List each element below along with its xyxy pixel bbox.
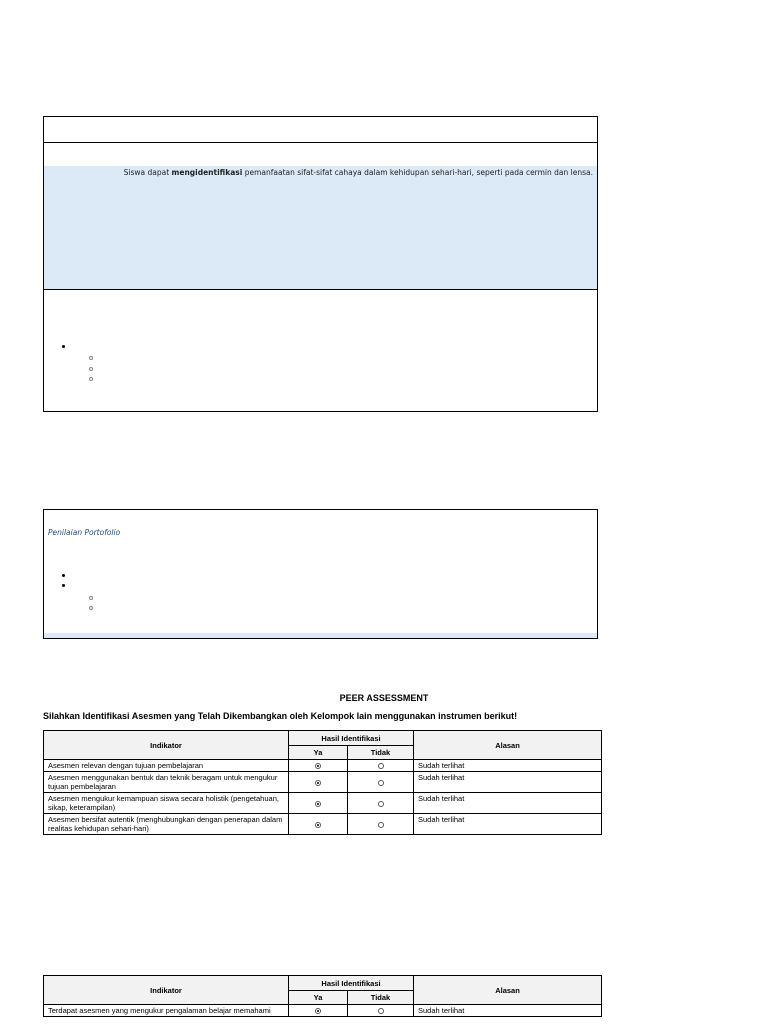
- radio-tidak[interactable]: [378, 780, 384, 786]
- sub-bullet-circle: [89, 377, 93, 381]
- header-tidak: Tidak: [348, 991, 414, 1005]
- table-row: [44, 760, 602, 772]
- table-row: [44, 793, 602, 814]
- radio-cell-ya: [289, 793, 348, 814]
- sub-bullet-circle: [89, 356, 93, 360]
- alasan-cell[interactable]: Sudah terlihat: [414, 793, 602, 814]
- header-indikator: Indikator: [44, 976, 289, 1005]
- radio-tidak[interactable]: [378, 801, 384, 807]
- table-row: [44, 772, 602, 793]
- portfolio-box: [43, 509, 598, 639]
- bullet-dot: [62, 345, 65, 348]
- bullet-dot: [62, 574, 65, 577]
- header-hasil-identifikasi: Hasil Identifikasi: [289, 731, 414, 746]
- bullet-dot: [62, 584, 65, 587]
- indikator-cell: Asesmen relevan dengan tujuan pembelajaran: [44, 760, 289, 772]
- radio-ya[interactable]: [315, 763, 321, 769]
- objective-box: [43, 116, 598, 412]
- radio-ya[interactable]: [315, 822, 321, 828]
- objective-row: [44, 166, 597, 290]
- radio-cell-tidak: [348, 814, 414, 835]
- radio-cell-tidak: [348, 772, 414, 793]
- header-alasan: Alasan: [414, 976, 602, 1005]
- radio-cell-tidak: [348, 760, 414, 772]
- sub-bullet-circle: [89, 367, 93, 371]
- assessment-table-1: [43, 730, 602, 835]
- alasan-cell[interactable]: Sudah terlihat: [414, 1005, 602, 1017]
- table-row: [44, 814, 602, 835]
- header-ya: Ya: [289, 991, 348, 1005]
- radio-cell-ya: [289, 814, 348, 835]
- radio-ya[interactable]: [315, 780, 321, 786]
- objective-text: Siswa dapat mengidentifikasi pemanfaatan sifat-sifat cahaya dalam kehidupan sehari-hari, seperti pada cermin dan lensa.: [123, 168, 593, 177]
- radio-ya[interactable]: [315, 1008, 321, 1014]
- radio-ya[interactable]: [315, 801, 321, 807]
- alasan-cell[interactable]: Sudah terlihat: [414, 760, 602, 772]
- table-row: [44, 1005, 602, 1017]
- header-indikator: Indikator: [44, 731, 289, 760]
- radio-cell-ya: [289, 1005, 348, 1017]
- radio-tidak[interactable]: [378, 822, 384, 828]
- objective-keyword: mengidentifikasi: [171, 168, 243, 177]
- alasan-cell[interactable]: Sudah terlihat: [414, 772, 602, 793]
- assessment-table-2: [43, 975, 602, 1017]
- sub-bullet-circle: [89, 596, 93, 600]
- header-tidak: Tidak: [348, 746, 414, 760]
- peer-assessment-title: PEER ASSESSMENT: [339, 693, 429, 703]
- radio-tidak[interactable]: [378, 763, 384, 769]
- portfolio-label: Penilaian Portofolio: [48, 528, 121, 537]
- header-alasan: Alasan: [414, 731, 602, 760]
- header-hasil-identifikasi: Hasil Identifikasi: [289, 976, 414, 991]
- indikator-cell: Terdapat asesmen yang mengukur pengalaman belajar memahami: [44, 1005, 289, 1017]
- header-ya: Ya: [289, 746, 348, 760]
- alasan-cell[interactable]: Sudah terlihat: [414, 814, 602, 835]
- radio-cell-tidak: [348, 1005, 414, 1017]
- indikator-cell: Asesmen bersifat autentik (menghubungkan dengan penerapan dalam realitas kehidupan sehari-hari): [44, 814, 289, 835]
- radio-cell-ya: [289, 760, 348, 772]
- table-body: [44, 1005, 602, 1017]
- indikator-cell: Asesmen mengukur kemampuan siswa secara holistik (pengetahuan, sikap, keterampilan): [44, 793, 289, 814]
- radio-tidak[interactable]: [378, 1008, 384, 1014]
- sub-bullet-circle: [89, 606, 93, 610]
- table-body: [44, 760, 602, 835]
- radio-cell-tidak: [348, 793, 414, 814]
- indikator-cell: Asesmen menggunakan bentuk dan teknik beragam untuk mengukur tujuan pembelajaran: [44, 772, 289, 793]
- objective-header-row: [44, 117, 597, 143]
- radio-cell-ya: [289, 772, 348, 793]
- peer-assessment-instruction: Silahkan Identifikasi Asesmen yang Telah Dikembangkan oleh Kelompok lain menggunakan instrumen berikut!: [43, 711, 518, 721]
- portfolio-bottom-strip: [44, 633, 597, 638]
